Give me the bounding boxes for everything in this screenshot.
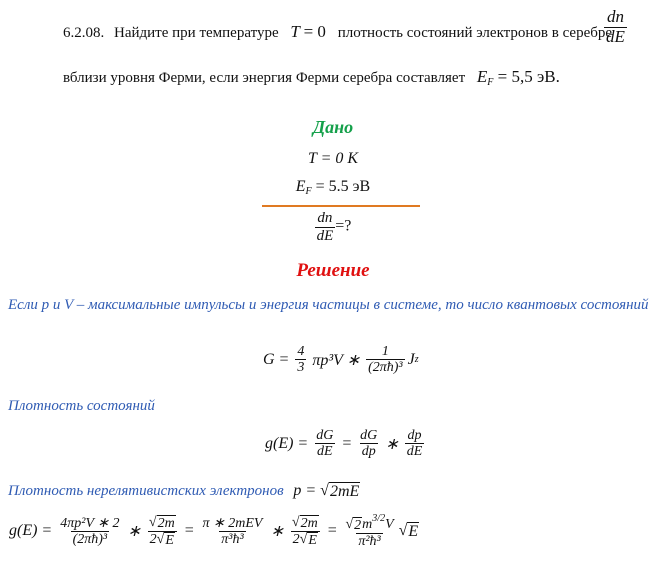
eq3-b-num: 2m <box>157 515 175 531</box>
eq3-e-num-rad: 2 <box>354 518 362 533</box>
given-fermi-value: = 5.5 эВ <box>315 178 371 195</box>
eq2-f3-den: dE <box>406 444 423 460</box>
sqrt-2mE-radicand: 2mE <box>329 483 360 500</box>
eq3-d-den-rad: E <box>308 532 317 548</box>
problem-line-1 <box>63 22 612 42</box>
eq3-e-den: π²ħ³ <box>358 534 381 550</box>
eq3-multiply-2: ∗ <box>270 523 284 541</box>
fraction-denominator: dE <box>606 26 625 46</box>
fraction-numerator: dn <box>606 7 624 26</box>
given-fermi-subscript: F <box>305 186 312 197</box>
eq3-fraction-c <box>201 516 265 548</box>
eq2-equals: = <box>341 434 353 452</box>
eq2-f1-den: dE <box>317 444 333 460</box>
temperature-value: = 0 <box>303 22 326 41</box>
solution-text-3 <box>8 482 360 501</box>
find-suffix: =? <box>335 217 352 235</box>
eq1-f2-den: (2πħ)³ <box>368 360 403 376</box>
momentum-lhs: p = <box>293 482 317 499</box>
eq2-multiply: ∗ <box>385 435 399 453</box>
eq3-a-den: (2πħ)³ <box>72 531 108 547</box>
eq3-fraction-a <box>58 516 121 548</box>
eq2-lhs: g(E) = <box>265 434 309 452</box>
problem-text-3: вблизи уровня Ферми, если энергия Ферми серебра составляет <box>63 70 466 86</box>
fermi-energy <box>477 67 560 86</box>
eq3-multiply-1: ∗ <box>127 523 141 541</box>
problem-text-2: плотность состояний электронов в серебре <box>337 25 613 41</box>
solution-heading: Решение <box>296 260 370 281</box>
eq3-fraction-b: √ 2m 2√ E <box>147 515 178 549</box>
eq3-b-den-rad: E <box>165 532 174 548</box>
eq2-fraction-2 <box>358 428 379 460</box>
eq1-f1-num: 4 <box>297 344 305 359</box>
eq1-mid: πp³V ∗ <box>312 351 361 369</box>
temperature-symbol: T <box>290 22 300 41</box>
equation-density <box>262 428 427 460</box>
eq3-e-num-exp: 3/2 <box>372 513 386 524</box>
eq1-fraction-1 <box>295 344 306 376</box>
problem-line-2 <box>63 67 560 88</box>
eq3-tail-sqrt: √ E <box>398 521 419 540</box>
eq3-equals-2: = <box>326 522 338 540</box>
eq2-fraction-3 <box>405 428 425 460</box>
fermi-subscript: F <box>487 77 494 88</box>
given-fermi-symbol: E <box>295 178 306 195</box>
eq3-b-den-pre: 2 <box>149 531 157 547</box>
equation-final <box>6 513 419 550</box>
eq1-tail: J <box>407 350 415 368</box>
fermi-value: = 5,5 эВ. <box>497 67 560 86</box>
text3-label: Плотность нерелятивистских электронов <box>8 483 284 499</box>
given-temperature: T = 0 K <box>307 150 359 167</box>
problem-number: 6.2.08. <box>63 25 105 41</box>
given-heading: Дано <box>312 117 354 137</box>
eq3-d-den-pre: 2 <box>292 531 300 547</box>
eq1-f2-num: 1 <box>381 344 389 359</box>
eq3-equals-1: = <box>183 522 195 540</box>
sqrt-2mE: √ 2mE <box>320 482 360 500</box>
fermi-symbol: E <box>476 67 488 86</box>
given-find <box>0 210 666 244</box>
eq2-f2-den: dp <box>361 444 376 460</box>
eq3-lhs: g(E) = <box>9 522 53 540</box>
eq2-f3-num: dp <box>407 428 422 443</box>
equation-g <box>260 344 419 376</box>
eq3-tail-rad: E <box>408 522 419 540</box>
given-fermi-energy <box>0 178 666 197</box>
eq1-tail-sub: z <box>414 354 419 366</box>
eq2-fraction-1 <box>314 428 335 460</box>
momentum-expression <box>293 482 360 499</box>
problem-text-1: Найдите при температуре <box>114 25 279 41</box>
eq3-d-num: 2m <box>300 515 318 531</box>
eq3-a-num: 4πp²V ∗ 2 <box>60 515 120 531</box>
dn-de-fraction <box>604 8 627 46</box>
solution-text-2: Плотность состояний <box>8 398 155 414</box>
eq3-fraction-e: √ 2 $m^{3/2}V$ π²ħ³ <box>345 513 394 550</box>
eq1-lhs: G = <box>263 350 290 368</box>
eq3-e-num-v: V <box>385 517 394 532</box>
solution-text-1: Если p и V – максимальные импульсы и энергия частицы в системе, то число квантовых состояний <box>8 297 649 313</box>
eq1-f1-den: 3 <box>297 360 305 376</box>
eq3-e-num-m: m <box>362 517 373 532</box>
find-fraction <box>315 210 336 244</box>
problem-statement <box>0 0 666 100</box>
eq2-f1-num: dG <box>316 428 334 443</box>
eq3-c-num: π ∗ 2mEV <box>202 515 263 531</box>
eq1-fraction-2 <box>366 344 405 376</box>
find-denominator: dE <box>316 227 334 244</box>
given-divider <box>262 205 420 207</box>
eq3-fraction-d: √ 2m 2√ E <box>290 515 321 549</box>
eq3-c-den: π³ħ³ <box>221 531 244 547</box>
eq2-f2-num: dG <box>360 428 378 443</box>
find-numerator: dn <box>317 210 333 226</box>
